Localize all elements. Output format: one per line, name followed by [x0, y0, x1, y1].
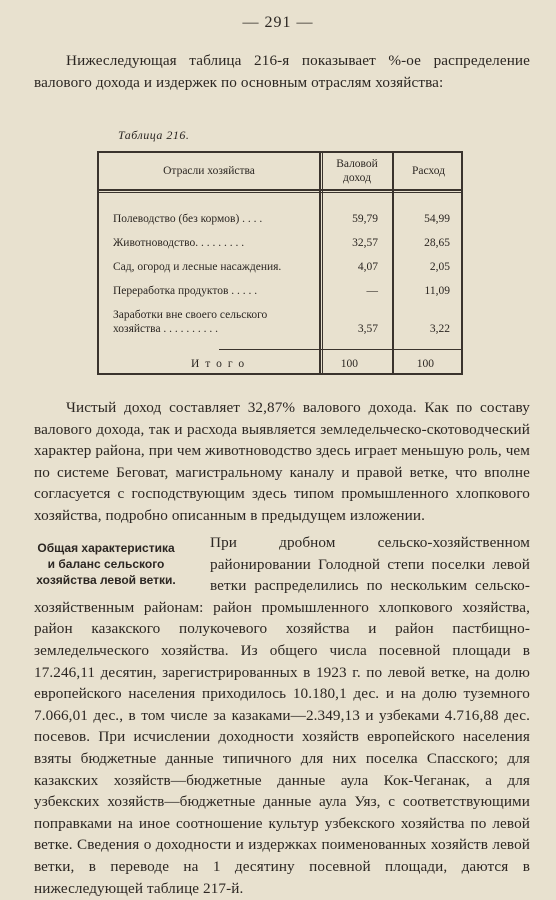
- table-caption: Таблица 216.: [118, 128, 190, 142]
- row-income: 3,57: [357, 323, 378, 335]
- row-label-line1: Заработки вне своего сельского: [113, 309, 268, 321]
- total-income: 100: [340, 358, 358, 370]
- table-row: [99, 213, 461, 229]
- row-expense: 2,05: [429, 261, 450, 273]
- row-expense: 54,99: [424, 213, 450, 225]
- table-row: [99, 261, 461, 277]
- row-label: Животноводство. . . . . . . . .: [113, 237, 245, 249]
- row-expense: 28,65: [424, 237, 450, 249]
- row-income: 32,57: [352, 237, 378, 249]
- row-label: Полеводство (без кормов) . . . .: [113, 213, 263, 225]
- paragraph-left-branch: [34, 532, 530, 899]
- paragraph-net-income: Чистый доход составляет 32,87% валового дохода. Как по составу валового дохода, так и расхода выявляется земледельческо-скотоводческий характер района, при чем животноводство здесь играет меньшую роль, чем по системе Беговат, магистральному каналу и правой ветке, что вполне согласуется с господствующим здесь типом промышленного хлопкового хозяйства, подробно описанным в предыдущем изложении.: [34, 399, 530, 524]
- margin-note: Общая характеристика и баланс сельского хозяйства левой ветки.: [36, 541, 176, 587]
- row-label: хозяйства . . . . . . . . . .: [113, 323, 219, 335]
- table-row: [99, 309, 461, 339]
- row-expense: 3,22: [429, 323, 450, 335]
- row-expense: 11,09: [424, 285, 450, 297]
- intro-paragraph: Нижеследующая таблица 216-я показывает %-ое распределение валового дохода и издержек по основным отраслям хозяйства:: [34, 52, 530, 91]
- total-expense: 100: [416, 358, 434, 370]
- row-income: 59,79: [352, 213, 378, 225]
- row-label: Сад, огород и лесные насаждения.: [113, 261, 282, 273]
- page-number: — 291 —: [242, 14, 314, 31]
- row-income: —: [366, 285, 378, 297]
- total-label: Итого: [191, 358, 251, 370]
- table-216: [97, 151, 463, 375]
- header-branch: Отрасли хозяйства: [163, 165, 255, 177]
- table-row: [99, 285, 461, 301]
- table-row: [99, 237, 461, 253]
- row-label: Переработка продуктов . . . . .: [113, 285, 258, 297]
- table-header-rule: [99, 189, 461, 191]
- paragraph-left-branch-text: При дробном сельско-хозяйственном районировании Голодной степи поселки левой ветки распределились по нескольким сельско-хозяйственным районам: район промышленного хлопкового хозяйства, район казакского полукочевого хозяйства и район пастбищно-земледельческого хозяйства. Из общего числа посевной площади в 17.246,11 десятин, зарегистрированных в 1923 г. по левой ветке, на долю европейского населения приходилось 10.180,1 дес. и на долю туземного 7.066,01 дес., в том числе за казаками—2.349,13 и узбеками 4.716,88 дес. посевов. При исчислении доходности хозяйств европейского населения взяты бюджетные данные типичного для них поселка Спасского; для казакских хозяйств—бюджетные данные аула Кок-Чеганак, а для узбекских хозяйств—бюджетные данные аула Уяз, с соответствующими поправками на иное соотношение культур узбекского хозяйства по левой ветке. Сведения о доходности и издержках поименованных хозяйств левой ветки, в переводе на 1 десятину посевной площади, даются в нижеследующей таблице 217-й.: [34, 534, 530, 897]
- header-income: Валовой доход: [336, 158, 378, 184]
- header-expense: Расход: [411, 165, 446, 177]
- margin-spacer: [34, 532, 210, 596]
- table-header-rule: [99, 192, 461, 193]
- total-rule: [219, 349, 461, 350]
- row-income: 4,07: [357, 261, 378, 273]
